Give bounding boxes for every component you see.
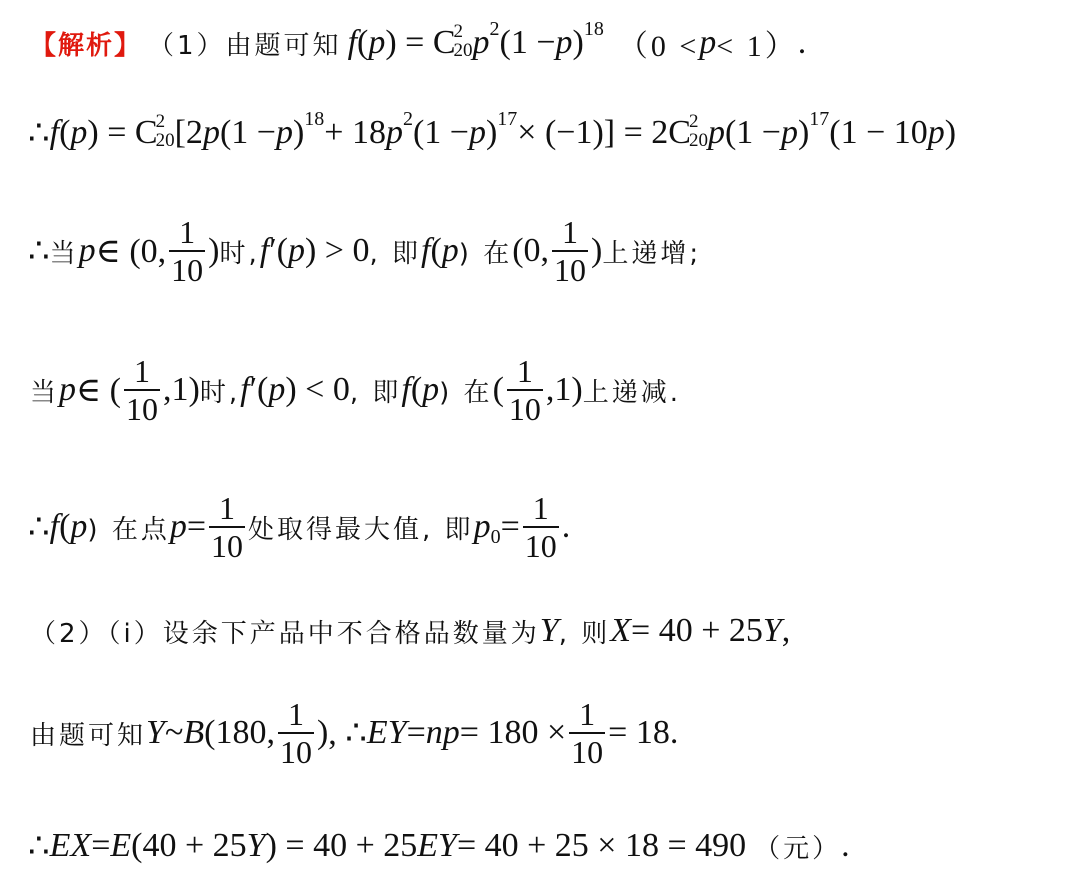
expr-text: ,1) — [163, 371, 200, 408]
numerator: 1 — [579, 696, 596, 732]
text-decreasing: 上递减. — [582, 377, 681, 408]
line-2: ∴ f ( p ) = C 2 20 [2 p (1 − p ) 18 + 18 p 2 (1 − p ) 17 × (−1)] = 2C 2 20 p (1 − p ) 17 (1 − 10 p ) — [28, 107, 957, 152]
text-ji: , 即 — [369, 238, 421, 269]
expr-text: [2 — [174, 114, 203, 151]
f-symbol: f — [421, 232, 431, 269]
EX-symbol: EX — [49, 827, 92, 864]
equals-text: ) = C — [385, 24, 456, 61]
expr-text: ) — [944, 114, 957, 151]
line-8 — [28, 820, 850, 872]
p-symbol: p — [780, 114, 798, 151]
expr-text: ) < 0 — [285, 371, 350, 408]
denominator: 10 — [126, 391, 159, 427]
expr-text: = 180 × — [459, 714, 567, 751]
f-symbol: f — [49, 114, 60, 151]
E-symbol: E — [110, 827, 132, 864]
expr-text: ) — [316, 714, 329, 751]
text-dang: 当 — [49, 238, 79, 269]
f-symbol: f — [240, 371, 250, 408]
np-symbol: np — [425, 714, 460, 751]
line-1: 【解析】 （1）由题可知 f ( p ) = C 2 20 p 2 (1 − p ) 18 （0 < p < 1） . — [30, 17, 807, 63]
p-symbol: p — [699, 24, 717, 61]
numerator: 1 — [562, 214, 579, 250]
exponent: 2 — [489, 17, 500, 40]
line-4: 当 p ∈ ( $\frac{1}{10}$ ,1) 时, f ′( p ) < 0 , 即 f ( p ) 在 ( $\frac{1}{10}$ ,1) 上递减. — [30, 353, 681, 427]
text-lead: 由题可知 — [30, 720, 147, 751]
EY-symbol: EY — [417, 827, 457, 864]
expr-text: ) — [572, 24, 584, 61]
denominator: 10 — [279, 734, 312, 770]
expr-text: (40 + 25 — [131, 827, 247, 864]
expr-text: (1 − — [219, 114, 276, 151]
comb-index — [156, 112, 175, 150]
part2-text: （2）（ⅰ）设余下产品中不合格品数量为 — [30, 618, 540, 649]
p-symbol: p — [287, 232, 305, 269]
exponent: 18 — [304, 107, 325, 130]
period: . — [797, 24, 807, 61]
expr-text: = — [186, 508, 207, 545]
text-zai: ) 在 — [439, 377, 493, 408]
expr-text: = 18. — [608, 714, 679, 751]
fraction — [552, 214, 588, 288]
expr-text: ~ — [164, 714, 184, 751]
fraction — [569, 696, 605, 770]
Y-symbol: Y — [762, 612, 782, 649]
comb-index — [454, 22, 473, 60]
p-symbol: p — [268, 371, 286, 408]
expr-text: = 40 + 25 — [631, 612, 763, 649]
p-symbol: p — [275, 114, 293, 151]
fraction — [209, 490, 245, 564]
exponent: 17 — [497, 107, 518, 130]
expr-text: ) = C — [87, 114, 158, 151]
comb-sub: 20 — [453, 40, 473, 61]
numerator: 1 — [219, 490, 236, 526]
line1-text: （1）由题可知 — [148, 30, 342, 61]
fraction — [124, 353, 160, 427]
denominator: 10 — [211, 528, 244, 564]
X-symbol: X — [610, 612, 632, 649]
B-symbol: B — [183, 714, 205, 751]
expr-text: ) — [797, 114, 810, 151]
p-symbol: p — [70, 508, 88, 545]
expr-text: = — [500, 508, 520, 545]
expr-text: ) — [208, 232, 220, 269]
therefore-symbol: ∴ — [28, 233, 50, 270]
expr-text: , ∴ — [328, 715, 367, 752]
p-symbol: p — [202, 114, 220, 151]
f-symbol: f — [401, 371, 411, 408]
text-ze: , 则 — [558, 618, 611, 649]
p-symbol: p — [707, 114, 725, 151]
p-symbol: p — [169, 508, 187, 545]
denominator: 10 — [571, 734, 604, 770]
expr-text: ∈ ( — [76, 372, 122, 409]
solution-heading: 【解析】 — [30, 30, 143, 61]
text-maximum: 处取得最大值, 即 — [248, 514, 474, 545]
Y-symbol: Y — [246, 827, 266, 864]
Y-symbol: Y — [146, 714, 165, 751]
expr-text: ∈ (0, — [95, 233, 167, 270]
fraction — [507, 353, 543, 427]
comb-sup: 2 — [688, 111, 699, 132]
numerator: 1 — [532, 490, 549, 526]
expr-text: ) = 40 + 25 — [265, 827, 418, 864]
numerator: 1 — [179, 214, 196, 250]
fraction — [278, 696, 314, 770]
expr-text: (1 − — [724, 114, 781, 151]
expr-text: = — [91, 827, 111, 864]
comb-index — [689, 112, 708, 150]
expr-text: = 40 + 25 × 18 = 490 — [456, 827, 747, 864]
therefore-symbol: ∴ — [28, 828, 50, 865]
p-symbol: p — [472, 24, 490, 61]
comb-sub: 20 — [688, 130, 708, 151]
line-3: ∴ 当 p ∈ (0, $\frac{1}{10}$ ) 时, f ′( p ) > 0 , 即 f ( p ) 在 (0, $\frac{1}{10}$ ) 上递增; — [28, 214, 702, 288]
expr-text: ,1) — [545, 371, 583, 408]
Y-symbol: Y — [539, 612, 559, 649]
text-zai-dian: ) 在点 — [87, 514, 170, 545]
line-7 — [30, 688, 678, 778]
expr-text: ′( — [269, 232, 288, 269]
f-symbol: f — [347, 24, 358, 61]
p-symbol: p — [927, 114, 945, 151]
expr-text: (1 − — [412, 114, 469, 151]
therefore-symbol: ∴ — [28, 115, 50, 152]
denominator: 10 — [554, 252, 587, 288]
p-symbol: p — [422, 371, 440, 408]
expr-text: (180, — [204, 714, 275, 751]
f-symbol: f — [259, 232, 270, 269]
comb-sup: 2 — [155, 111, 166, 132]
p-symbol: p — [70, 114, 88, 151]
text-shi: 时, — [199, 377, 241, 408]
expr-text: ) — [591, 232, 603, 269]
expr-text: ) — [485, 114, 498, 151]
fraction — [523, 490, 559, 564]
text-ji: , 即 — [349, 377, 402, 408]
EY-symbol: EY — [366, 714, 407, 751]
fraction — [169, 214, 205, 288]
expr-text: ) > 0 — [304, 232, 370, 269]
p-symbol: p — [368, 24, 386, 61]
f-symbol: f — [49, 508, 60, 545]
therefore-symbol: ∴ — [28, 509, 50, 546]
numerator: 1 — [134, 353, 151, 389]
line-6 — [30, 606, 790, 656]
comb-sup: 2 — [453, 21, 464, 42]
exponent: 18 — [583, 17, 604, 40]
expr-text: = — [406, 714, 426, 751]
denominator: 10 — [171, 252, 204, 288]
text-dang: 当 — [30, 377, 60, 408]
p-symbol: p — [468, 114, 486, 151]
expr-text: , — [781, 612, 791, 649]
expr-text: + 18 — [324, 114, 386, 151]
exponent: 17 — [809, 107, 830, 130]
comb-sub: 20 — [155, 130, 175, 151]
expr-text: (1 − 10 — [829, 114, 928, 151]
expr-text: (0, — [512, 232, 550, 269]
text-zai: ) 在 — [458, 238, 513, 269]
line-5: ∴ f ( p ) 在点 p = $\frac{1}{10}$ 处取得最大值, 即 p 0 = $\frac{1}{10}$ . — [28, 490, 571, 564]
p-symbol: p — [78, 232, 96, 269]
p-symbol: p — [385, 114, 403, 151]
p-symbol: p — [555, 24, 573, 61]
period: . — [841, 827, 850, 864]
text-increasing: 上递增; — [602, 238, 702, 269]
numerator: 1 — [287, 696, 304, 732]
denominator: 10 — [524, 528, 557, 564]
expr-text: ′( — [249, 371, 269, 408]
expr-text: × (−1)] = 2C — [517, 114, 691, 151]
unit-yuan: （元） — [754, 833, 842, 864]
condition-text: （0 < — [617, 30, 700, 63]
subscript: 0 — [490, 525, 501, 548]
expr-text: ) — [292, 114, 305, 151]
denominator: 10 — [508, 391, 541, 427]
p-symbol: p — [59, 371, 77, 408]
p-symbol: p — [441, 232, 459, 269]
condition-text: < 1） — [716, 30, 798, 63]
exponent: 2 — [402, 107, 413, 130]
p-symbol: p — [473, 508, 491, 545]
expr-text: (1 − — [499, 24, 556, 61]
period: . — [561, 508, 571, 545]
numerator: 1 — [516, 353, 533, 389]
expr-text: ( — [492, 371, 504, 408]
text-shi: 时, — [219, 238, 260, 269]
